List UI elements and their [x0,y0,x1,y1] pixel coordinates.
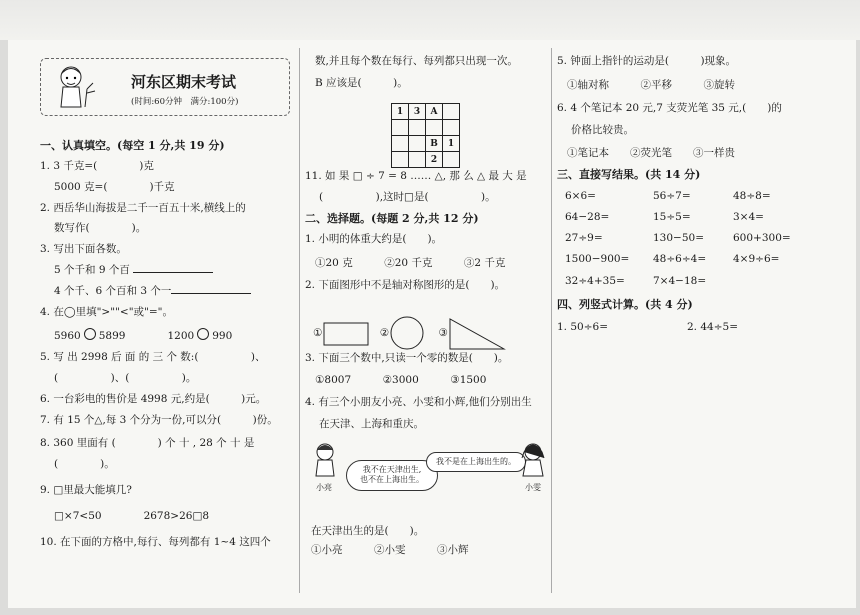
speech-bubble-1: 我不在天津出生, 也不在上海出生。 [346,460,438,491]
choice-q1: 1. 小明的体重大约是( )。 [305,233,443,245]
boy-xiaoliang-icon [310,442,340,478]
calc-row: 6×6= 56÷7= 48÷8= [565,190,771,202]
q7-text: 7. 有 15 个△,每 3 个分为一份,可以分( )份。 [40,414,278,426]
choice-q2: 2. 下面图形中不是轴对称图形的是( )。 [305,279,506,291]
rectangle-shape [322,319,372,347]
choice-q3-options: ①8007 ②3000 ③1500 [315,374,487,386]
section-1-title: 一、认真填空。(每空 1 分,共 19 分) [40,139,225,152]
q1-line-a: 1. 3 千克=( )克 [40,160,154,172]
q9-text: 9. □里最大能填几? [40,484,132,496]
q2-line-a: 2. 西岳华山海拔是二千一百五十米,横线上的 [40,202,246,214]
vertical-calc-row: 1. 50÷6= 2. 44÷5= [557,321,738,333]
q10-text: 10. 在下面的方格中,每行、每列都有 1~4 这四个 [40,536,271,548]
choice-q6-options: ①笔记本 ②荧光笔 ③一样贵 [567,147,735,159]
q8-line-b: ( )。 [54,458,115,470]
scan-top-strip [0,0,860,40]
q11-line-b: ( ),这时□是( )。 [319,191,496,203]
q6-text: 6. 一台彩电的售价是 4998 元,约是( )元。 [40,393,267,405]
calc-row: 27÷9= 130−50= 600+300= [565,232,791,244]
circle-shape [389,315,429,351]
q11-line-a: 11. 如 果 □ ÷ 7 = 8 …… △, 那 么 △ 最 大 是 [305,170,527,182]
choice-q3: 3. 下面三个数中,只读一个零的数是( )。 [305,352,509,364]
q9-items: □×7<50 2678>26□8 [54,510,210,522]
triangle-shape [448,315,508,351]
choice-q2-options: ① ② ③ [313,315,508,351]
exam-title: 河东区期末考试 [131,73,237,91]
q5-line-b: ( )、( )。 [54,372,197,384]
q10-question: B 应该是( )。 [315,77,408,89]
exam-header [40,58,290,116]
girl-xiaowen-icon [518,442,548,478]
column-divider [299,48,300,593]
q4-text: 4. 在◯里填">""<"或"="。 [40,306,173,318]
calc-row: 32÷4+35= 7×4−18= [565,275,707,287]
q2-line-b: 数写作( )。 [54,222,147,234]
choice-q5: 5. 钟面上指针的运动是( )现象。 [557,55,737,67]
q10-continued: 数,并且每个数在每行、每列都只出现一次。 [315,55,518,67]
choice-q4-question: 在天津出生的是( )。 [311,525,425,537]
q1-line-b: 5000 克=( )千克 [54,181,175,193]
q5-line-a: 5. 写 出 2998 后 面 的 三 个 数:( )、 [40,351,266,363]
choice-q6-line-a: 6. 4 个笔记本 20 元,7 支荧光笔 35 元,( )的 [557,102,782,114]
calc-row: 64−28= 15÷5= 3×4= [565,211,764,223]
speech-bubble-2: 我不是在上海出生的。 [426,452,526,472]
choice-q4-line-b: 在天津、上海和重庆。 [319,418,424,430]
cartoon-boy-icon [51,63,105,111]
q4-compare: 5960 5899 1200 990 [54,330,233,342]
number-grid: 1 3 A B 1 2 [391,103,460,168]
calc-row: 1500−900= 48÷6÷4= 4×9÷6= [565,253,780,265]
choice-q6-line-b: 价格比较贵。 [571,124,634,136]
section-2-title: 二、选择题。(每题 2 分,共 12 分) [305,212,479,225]
section-3-title: 三、直接写结果。(共 14 分) [557,168,701,181]
choice-q4-options: ①小亮 ②小雯 ③小辉 [311,544,469,556]
choice-q5-options: ①轴对称 ②平移 ③旋转 [567,79,735,91]
column-divider [551,48,552,593]
q8-line-a: 8. 360 里面有 ( ) 个 十 , 28 个 十 是 [40,437,255,449]
q3-text: 3. 写出下面各数。 [40,243,127,255]
q3-item-b: 4 个千、6 个百和 3 个一 [54,286,251,297]
name-xiaoliang: 小亮 [316,483,332,492]
name-xiaowen: 小雯 [525,483,541,492]
section-4-title: 四、列竖式计算。(共 4 分) [557,298,693,311]
q3-item-a: 5 个千和 9 个百 [54,265,213,276]
choice-q4-line-a: 4. 有三个小朋友小亮、小雯和小辉,他们分别出生 [305,396,532,408]
choice-q1-options: ①20 克 ②20 千克 ③2 千克 [315,257,506,269]
exam-subtitle: (时间:60分钟 满分:100分) [131,97,239,107]
